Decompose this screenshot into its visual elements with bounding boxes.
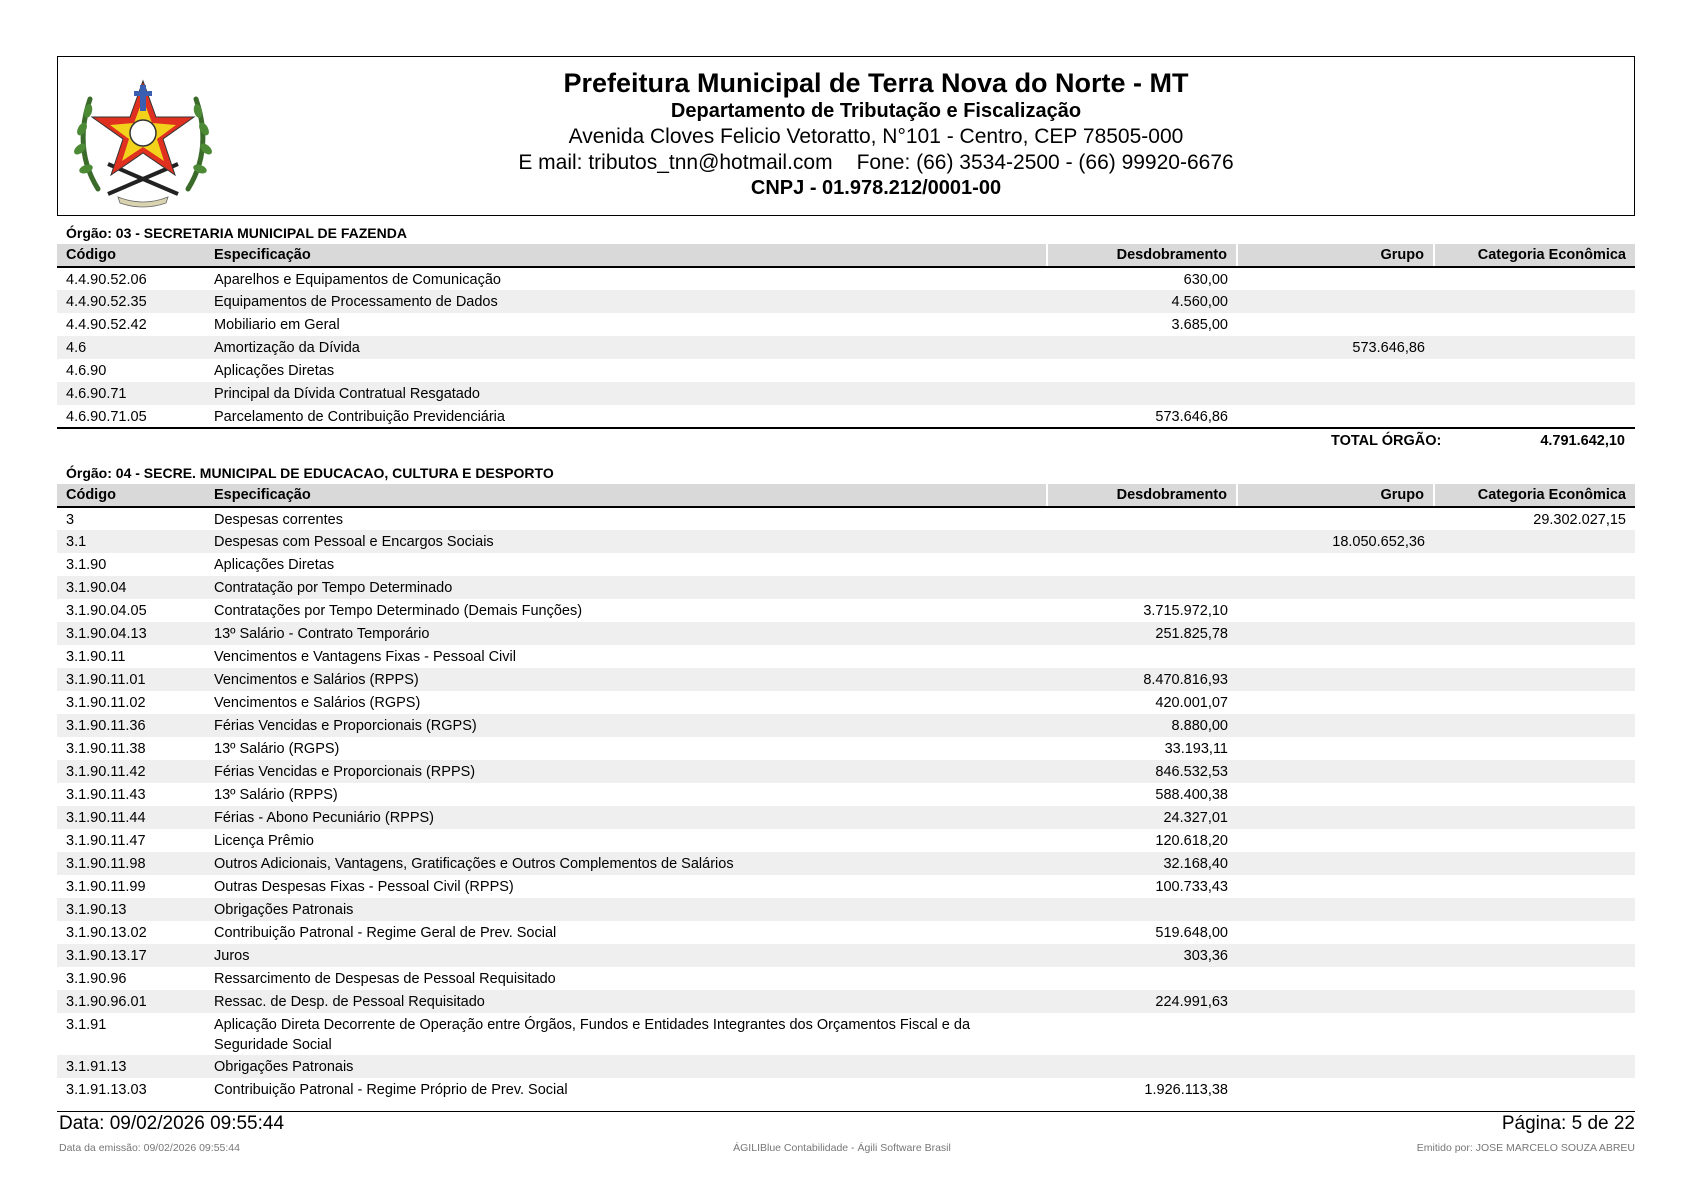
cell-categoria [1434, 405, 1635, 428]
cell-categoria [1434, 553, 1635, 576]
cell-especificacao: Contratações por Tempo Determinado (Demais Funções) [214, 603, 583, 619]
cell-desdobramento: 32.168,40 [1047, 852, 1237, 875]
cell-desdobramento: 120.618,20 [1155, 833, 1228, 849]
cell-grupo [1237, 507, 1434, 530]
cell-grupo [1237, 1078, 1434, 1101]
table-row [57, 622, 1635, 645]
cell-especificacao: Aplicações Diretas [214, 557, 335, 573]
cell-desdobramento [1047, 507, 1237, 530]
cell-codigo: 3.1.90.11.44 [57, 806, 205, 829]
col-header-especificacao: Especificação [205, 244, 1047, 267]
cell-codigo: 3.1.90.11.43 [66, 787, 146, 803]
cell-especificacao: Juros [205, 944, 1047, 967]
cell-categoria [1434, 760, 1635, 783]
cell-codigo: 3.1.90.96.01 [57, 990, 205, 1013]
table-row [57, 290, 1635, 313]
col-header-grupo: Grupo [1237, 244, 1434, 267]
cell-categoria [1434, 806, 1635, 829]
cell-grupo [1237, 553, 1434, 576]
cell-especificacao: Vencimentos e Vantagens Fixas - Pessoal Civil [214, 649, 516, 665]
cell-desdobramento: 573.646,86 [1047, 405, 1237, 428]
cell-grupo [1237, 576, 1434, 599]
col-header-grupo: Grupo [1237, 484, 1434, 507]
col-header-especificacao: Especificação [205, 484, 1047, 507]
cell-categoria [1434, 313, 1635, 336]
cell-desdobramento: 420.001,07 [1155, 695, 1228, 711]
table-row [57, 737, 1635, 760]
cell-codigo: 4.4.90.52.06 [66, 272, 147, 288]
cell-especificacao: Principal da Dívida Contratual Resgatado [205, 382, 1047, 405]
software-credit: ÁGILIBlue Contabilidade - Ágili Software Brasil [733, 1142, 951, 1154]
cell-grupo [1237, 783, 1434, 806]
cell-categoria [1434, 967, 1635, 990]
table-row [57, 806, 1635, 829]
total-value: 4.791.642,10 [1540, 433, 1625, 449]
cell-especificacao: Vencimentos e Salários (RGPS) [214, 695, 421, 711]
col-header-categoria: Categoria Econômica [1434, 244, 1635, 267]
cell-desdobramento: 588.400,38 [1155, 787, 1228, 803]
cell-grupo [1237, 806, 1434, 829]
table-row [57, 336, 1635, 359]
cell-desdobramento: 8.470.816,93 [1047, 668, 1237, 691]
cell-desdobramento: 630,00 [1183, 272, 1228, 288]
cell-codigo: 4.6 [57, 336, 205, 359]
cell-grupo [1237, 313, 1434, 336]
cell-desdobramento [1047, 359, 1237, 382]
cell-especificacao: Parcelamento de Contribuição Previdenciária [205, 405, 1047, 428]
department-name: Departamento de Tributação e Fiscalização [670, 100, 1082, 122]
cell-categoria [1434, 737, 1635, 760]
cell-desdobramento: 3.715.972,10 [1143, 603, 1228, 619]
cell-grupo: 18.050.652,36 [1237, 530, 1434, 553]
footer-date: Data: 09/02/2026 09:55:44 [59, 1113, 285, 1134]
cell-desdobramento [1047, 967, 1237, 990]
cell-grupo [1237, 921, 1434, 944]
cell-grupo [1237, 852, 1434, 875]
cell-codigo: 3.1.90.13.02 [66, 925, 147, 941]
cell-codigo: 3.1.91.13 [57, 1055, 205, 1078]
org-total-row [57, 429, 1635, 453]
cell-desdobramento: 1.926.113,38 [1144, 1082, 1228, 1098]
table-header-row [57, 244, 1635, 267]
municipality-title: Prefeitura Municipal de Terra Nova do Norte - MT [563, 68, 1189, 98]
table-row [57, 990, 1635, 1013]
cell-codigo: 3.1.90.13 [57, 898, 205, 921]
cell-desdobramento [1047, 898, 1237, 921]
cell-codigo: 3.1.90.96 [66, 971, 127, 987]
table-row [57, 507, 1635, 530]
cell-categoria [1434, 290, 1635, 313]
cell-grupo [1237, 599, 1434, 622]
cell-categoria [1434, 783, 1635, 806]
cell-codigo: 3 [66, 512, 75, 528]
col-header-desdobramento: Desdobramento [1047, 484, 1237, 507]
table-row [57, 359, 1635, 382]
cell-especificacao: Obrigações Patronais [205, 898, 1047, 921]
cell-codigo: 3.1.91 [66, 1017, 107, 1033]
cell-codigo: 4.4.90.52.35 [57, 290, 205, 313]
cell-desdobramento [1047, 382, 1237, 405]
cell-categoria [1434, 691, 1635, 714]
cell-codigo: 4.4.90.52.42 [66, 317, 147, 333]
table-row [57, 944, 1635, 967]
table-row [57, 1055, 1635, 1078]
cell-especificacao: Despesas correntes [214, 512, 343, 528]
contact-line [238, 150, 1514, 176]
cell-categoria [1434, 1013, 1635, 1055]
cell-codigo: 3.1 [57, 530, 205, 553]
cell-especificacao: Aplicações Diretas [214, 363, 335, 379]
cell-codigo: 3.1.90.11.47 [66, 833, 146, 849]
org-title: Órgão: 04 - SECRE. MUNICIPAL DE EDUCACAO, CULTURA E DESPORTO [66, 465, 554, 481]
cell-categoria [1434, 829, 1635, 852]
cell-categoria [1434, 990, 1635, 1013]
cell-especificacao: Mobiliario em Geral [214, 317, 340, 333]
cell-grupo [1237, 668, 1434, 691]
table-row [57, 313, 1635, 336]
cell-especificacao: Férias Vencidas e Proporcionais (RPPS) [205, 760, 1047, 783]
cell-desdobramento: 4.560,00 [1047, 290, 1237, 313]
emission-date: Data da emissão: 09/02/2026 09:55:44 [59, 1142, 240, 1154]
table-row [57, 553, 1635, 576]
cell-grupo [1237, 645, 1434, 668]
cell-especificacao: Outros Adicionais, Vantagens, Gratificações e Outros Complementos de Salários [205, 852, 1047, 875]
cell-grupo [1237, 737, 1434, 760]
cell-categoria [1434, 921, 1635, 944]
cell-especificacao: Outras Despesas Fixas - Pessoal Civil (RPPS) [214, 879, 514, 895]
cell-especificacao: Obrigações Patronais [205, 1055, 1047, 1078]
cell-desdobramento: 519.648,00 [1155, 925, 1228, 941]
cell-categoria [1434, 622, 1635, 645]
table-row [57, 921, 1635, 944]
cell-categoria [1434, 267, 1635, 290]
cell-grupo [1237, 405, 1434, 428]
table-row [57, 852, 1635, 875]
cell-desdobramento: 846.532,53 [1047, 760, 1237, 783]
table-row [57, 760, 1635, 783]
org-section-04 [57, 462, 1635, 1101]
cell-especificacao: Aplicação Direta Decorrente de Operação entre Órgãos, Fundos e Entidades Integrantes dos Orçamentos Fiscal e da Seguridade Social [214, 1017, 971, 1053]
cell-desdobramento: 303,36 [1047, 944, 1237, 967]
table-row [57, 829, 1635, 852]
cell-especificacao: Equipamentos de Processamento de Dados [205, 290, 1047, 313]
cell-desdobramento: 3.685,00 [1171, 317, 1228, 333]
cell-codigo: 3.1.90.11 [66, 649, 126, 665]
cell-codigo: 4.6.90.71 [57, 382, 205, 405]
cell-codigo: 3.1.91.13.03 [66, 1082, 147, 1098]
cell-grupo [1237, 382, 1434, 405]
cell-codigo: 3.1.90.04.13 [57, 622, 205, 645]
table-row [57, 898, 1635, 921]
cell-grupo [1237, 1055, 1434, 1078]
cell-desdobramento [1047, 1055, 1237, 1078]
org-title: Órgão: 03 - SECRETARIA MUNICIPAL DE FAZENDA [66, 225, 407, 241]
cell-especificacao: Férias - Abono Pecuniário (RPPS) [205, 806, 1047, 829]
cell-codigo: 3.1.90.11.02 [66, 695, 146, 711]
cell-desdobramento: 33.193,11 [1164, 741, 1228, 757]
cell-grupo [1237, 1013, 1434, 1055]
cell-especificacao: Amortização da Dívida [205, 336, 1047, 359]
table-row [57, 576, 1635, 599]
cell-codigo: 4.6.90.71.05 [57, 405, 205, 428]
cell-categoria [1434, 875, 1635, 898]
col-header-codigo: Código [57, 244, 205, 267]
cell-grupo [1237, 990, 1434, 1013]
cnpj-line: CNPJ - 01.978.212/0001-00 [750, 177, 1002, 199]
address-line: Avenida Cloves Felicio Vetoratto, N°101 - Centro, CEP 78505-000 [568, 125, 1184, 148]
cell-codigo: 3.1.90.11.38 [66, 741, 146, 757]
cell-categoria [1434, 1055, 1635, 1078]
org-section-03 [57, 222, 1635, 453]
cell-desdobramento [1047, 645, 1237, 668]
cell-grupo [1237, 944, 1434, 967]
cell-categoria [1434, 668, 1635, 691]
total-label: TOTAL ÓRGÃO: [1331, 433, 1442, 449]
cell-especificacao: Ressarcimento de Despesas de Pessoal Requisitado [214, 971, 556, 987]
cell-especificacao: Aparelhos e Equipamentos de Comunicação [214, 272, 501, 288]
cell-grupo [1237, 622, 1434, 645]
cell-especificacao: Despesas com Pessoal e Encargos Sociais [205, 530, 1047, 553]
cell-categoria [1434, 1078, 1635, 1101]
col-header-categoria: Categoria Econômica [1434, 484, 1635, 507]
table-row [57, 783, 1635, 806]
cell-codigo: 3.1.90.11.36 [57, 714, 205, 737]
cell-categoria [1434, 530, 1635, 553]
table-row [57, 1013, 1635, 1055]
cell-grupo [1237, 290, 1434, 313]
cell-categoria [1434, 714, 1635, 737]
cell-codigo: 3.1.90.11.98 [57, 852, 205, 875]
cell-grupo: 573.646,86 [1237, 336, 1434, 359]
cell-desdobramento: 100.733,43 [1155, 879, 1228, 895]
table-row [57, 875, 1635, 898]
cell-categoria [1434, 852, 1635, 875]
cell-especificacao: Ressac. de Desp. de Pessoal Requisitado [205, 990, 1047, 1013]
footer-divider [57, 1111, 1635, 1112]
cell-categoria [1434, 645, 1635, 668]
table-row [57, 267, 1635, 290]
cell-codigo: 3.1.90.11.42 [57, 760, 205, 783]
table-row [57, 645, 1635, 668]
cell-desdobramento: 251.825,78 [1047, 622, 1237, 645]
cell-codigo: 3.1.90.13.17 [57, 944, 205, 967]
table-row [57, 691, 1635, 714]
cell-especificacao: Contratação por Tempo Determinado [205, 576, 1047, 599]
expense-table [57, 484, 1635, 1101]
cell-grupo [1237, 760, 1434, 783]
table-row [57, 530, 1635, 553]
expense-table [57, 244, 1635, 429]
table-header-row [57, 484, 1635, 507]
cell-categoria [1434, 336, 1635, 359]
cell-codigo: 3.1.90.11.01 [57, 668, 205, 691]
emitted-by: Emitido por: JOSE MARCELO SOUZA ABREU [1416, 1142, 1635, 1154]
cell-especificacao: 13º Salário (RPPS) [214, 787, 338, 803]
cell-especificacao: 13º Salário (RGPS) [214, 741, 340, 757]
table-row [57, 382, 1635, 405]
cell-especificacao: Contribuição Patronal - Regime Geral de Prev. Social [214, 925, 557, 941]
cell-desdobramento [1047, 530, 1237, 553]
cell-categoria [1434, 382, 1635, 405]
cell-categoria [1434, 359, 1635, 382]
cell-desdobramento [1047, 1013, 1237, 1055]
cell-desdobramento [1047, 576, 1237, 599]
cell-especificacao: Vencimentos e Salários (RPPS) [205, 668, 1047, 691]
table-row [57, 967, 1635, 990]
report-header [57, 56, 1635, 216]
cell-grupo [1237, 898, 1434, 921]
table-row [57, 405, 1635, 428]
cell-desdobramento: 24.327,01 [1047, 806, 1237, 829]
col-header-codigo: Código [57, 484, 205, 507]
table-row [57, 599, 1635, 622]
cell-grupo [1237, 691, 1434, 714]
cell-especificacao: Contribuição Patronal - Regime Próprio de Prev. Social [214, 1082, 568, 1098]
cell-desdobramento: 224.991,63 [1047, 990, 1237, 1013]
cell-grupo [1237, 359, 1434, 382]
cell-grupo [1237, 267, 1434, 290]
cell-especificacao: 13º Salário - Contrato Temporário [205, 622, 1047, 645]
col-header-desdobramento: Desdobramento [1047, 244, 1237, 267]
cell-grupo [1237, 829, 1434, 852]
cell-codigo: 3.1.90.11.99 [66, 879, 146, 895]
cell-categoria [1434, 576, 1635, 599]
cell-codigo: 4.6.90 [66, 363, 107, 379]
page-indicator: Página: 5 de 22 [1501, 1113, 1635, 1134]
cell-grupo [1237, 875, 1434, 898]
cell-codigo: 3.1.90 [66, 557, 107, 573]
cell-codigo: 3.1.90.04.05 [66, 603, 147, 619]
table-row [57, 1078, 1635, 1101]
cell-desdobramento [1047, 336, 1237, 359]
phone-text: Fone: (66) 3534-2500 - (66) 99920-6676 [856, 151, 1234, 174]
cell-especificacao: Licença Prêmio [214, 833, 314, 849]
cell-categoria [1434, 898, 1635, 921]
table-row [57, 668, 1635, 691]
cell-desdobramento [1047, 553, 1237, 576]
cell-grupo [1237, 967, 1434, 990]
cell-codigo: 3.1.90.04 [57, 576, 205, 599]
cell-categoria [1434, 599, 1635, 622]
cell-grupo [1237, 714, 1434, 737]
email-text: E mail: tributos_tnn@hotmail.com [518, 151, 833, 174]
cell-categoria [1434, 944, 1635, 967]
cell-especificacao: Férias Vencidas e Proporcionais (RGPS) [205, 714, 1047, 737]
cell-desdobramento: 8.880,00 [1047, 714, 1237, 737]
table-row [57, 714, 1635, 737]
cell-categoria: 29.302.027,15 [1533, 512, 1626, 528]
